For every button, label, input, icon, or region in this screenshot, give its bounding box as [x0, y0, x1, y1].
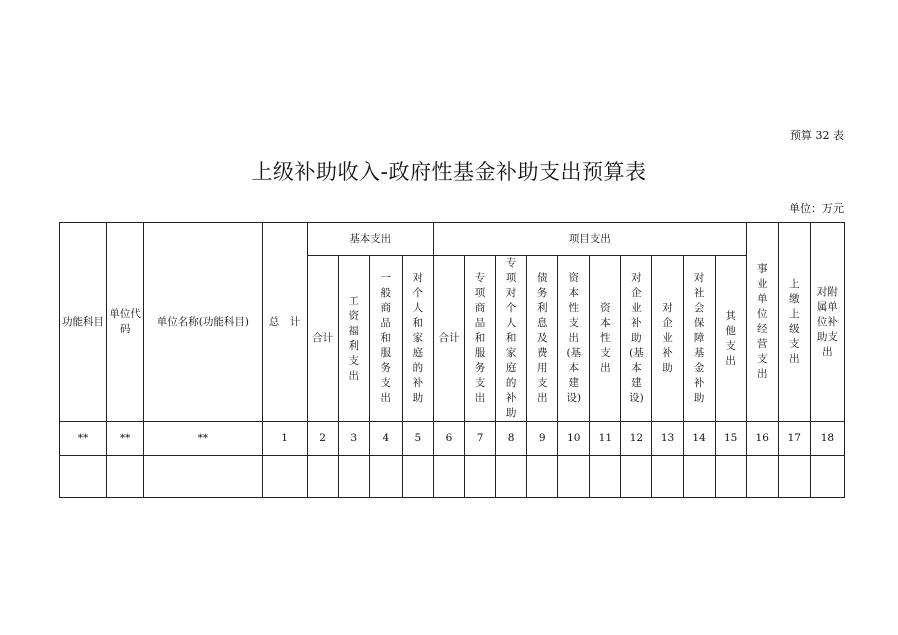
- index-cell: **: [107, 422, 144, 456]
- index-cell: **: [60, 422, 107, 456]
- index-cell: 12: [621, 422, 652, 456]
- index-cell: **: [144, 422, 262, 456]
- index-cell: 15: [715, 422, 746, 456]
- data-cell: [558, 456, 590, 498]
- data-cell: [496, 456, 527, 498]
- header-project-col: 合计: [433, 256, 464, 422]
- index-cell: 2: [307, 422, 338, 456]
- header-project-col: 债务利息及费用支出: [527, 256, 558, 422]
- data-cell: [683, 456, 715, 498]
- index-cell: 17: [778, 422, 810, 456]
- header-project-col: 专项对个人和家庭的补助: [496, 256, 527, 422]
- index-cell: 7: [465, 422, 496, 456]
- data-cell: [590, 456, 621, 498]
- index-cell: 13: [652, 422, 683, 456]
- data-cell: [60, 456, 107, 498]
- header-project-col: 专项商品和服务支出: [465, 256, 496, 422]
- data-cell: [778, 456, 810, 498]
- header-project-col: 对企业补助: [652, 256, 683, 422]
- budget-table: [59, 222, 845, 498]
- data-cell: [144, 456, 262, 498]
- data-cell: [307, 456, 338, 498]
- data-cell: [527, 456, 558, 498]
- index-cell: 14: [683, 422, 715, 456]
- header-basic-col: 一般商品和服务支出: [369, 256, 402, 422]
- data-row: [60, 456, 845, 498]
- header-basic-col: 合计: [307, 256, 338, 422]
- header-unit-name: 单位名称(功能科目): [144, 223, 262, 422]
- data-cell: [465, 456, 496, 498]
- index-cell: 16: [746, 422, 778, 456]
- header-unit-code: 单位代码: [107, 223, 144, 422]
- data-cell: [746, 456, 778, 498]
- index-cell: 18: [810, 422, 844, 456]
- form-number: 预算 32 表: [790, 129, 844, 142]
- header-row-1: [60, 223, 845, 256]
- header-extra-col: 对附属单位补助支出: [810, 223, 844, 422]
- header-project-col: 对企业补助(基本建设): [621, 256, 652, 422]
- header-project-col: 资本性支出: [590, 256, 621, 422]
- header-basic-col: 对个人和家庭的补助: [402, 256, 433, 422]
- data-cell: [338, 456, 369, 498]
- index-cell: 1: [262, 422, 307, 456]
- data-cell: [652, 456, 683, 498]
- index-cell: 11: [590, 422, 621, 456]
- header-basic-group: 基本支出: [307, 223, 433, 256]
- index-cell: 5: [402, 422, 433, 456]
- header-project-group: 项目支出: [433, 223, 746, 256]
- page-title: 上级补助收入-政府性基金补助支出预算表: [251, 160, 647, 184]
- data-cell: [810, 456, 844, 498]
- data-cell: [107, 456, 144, 498]
- data-cell: [433, 456, 464, 498]
- header-total: 总 计: [262, 223, 307, 422]
- index-cell: 4: [369, 422, 402, 456]
- data-cell: [262, 456, 307, 498]
- index-cell: 9: [527, 422, 558, 456]
- header-func-subject: 功能科目: [60, 223, 107, 422]
- index-cell: 8: [496, 422, 527, 456]
- header-extra-col: 事业单位经营支出: [746, 223, 778, 422]
- header-basic-col: 工资福利支出: [338, 256, 369, 422]
- header-project-col: 资本性支出(基本建设): [558, 256, 590, 422]
- data-cell: [369, 456, 402, 498]
- data-cell: [621, 456, 652, 498]
- index-row: [60, 422, 845, 456]
- data-cell: [715, 456, 746, 498]
- header-project-col: 对社会保障基金补助: [683, 256, 715, 422]
- index-cell: 10: [558, 422, 590, 456]
- index-cell: 6: [433, 422, 464, 456]
- header-extra-col: 上缴上级支出: [778, 223, 810, 422]
- index-cell: 3: [338, 422, 369, 456]
- unit-label: 单位：万元: [789, 202, 844, 215]
- header-project-col: 其他支出: [715, 256, 746, 422]
- data-cell: [402, 456, 433, 498]
